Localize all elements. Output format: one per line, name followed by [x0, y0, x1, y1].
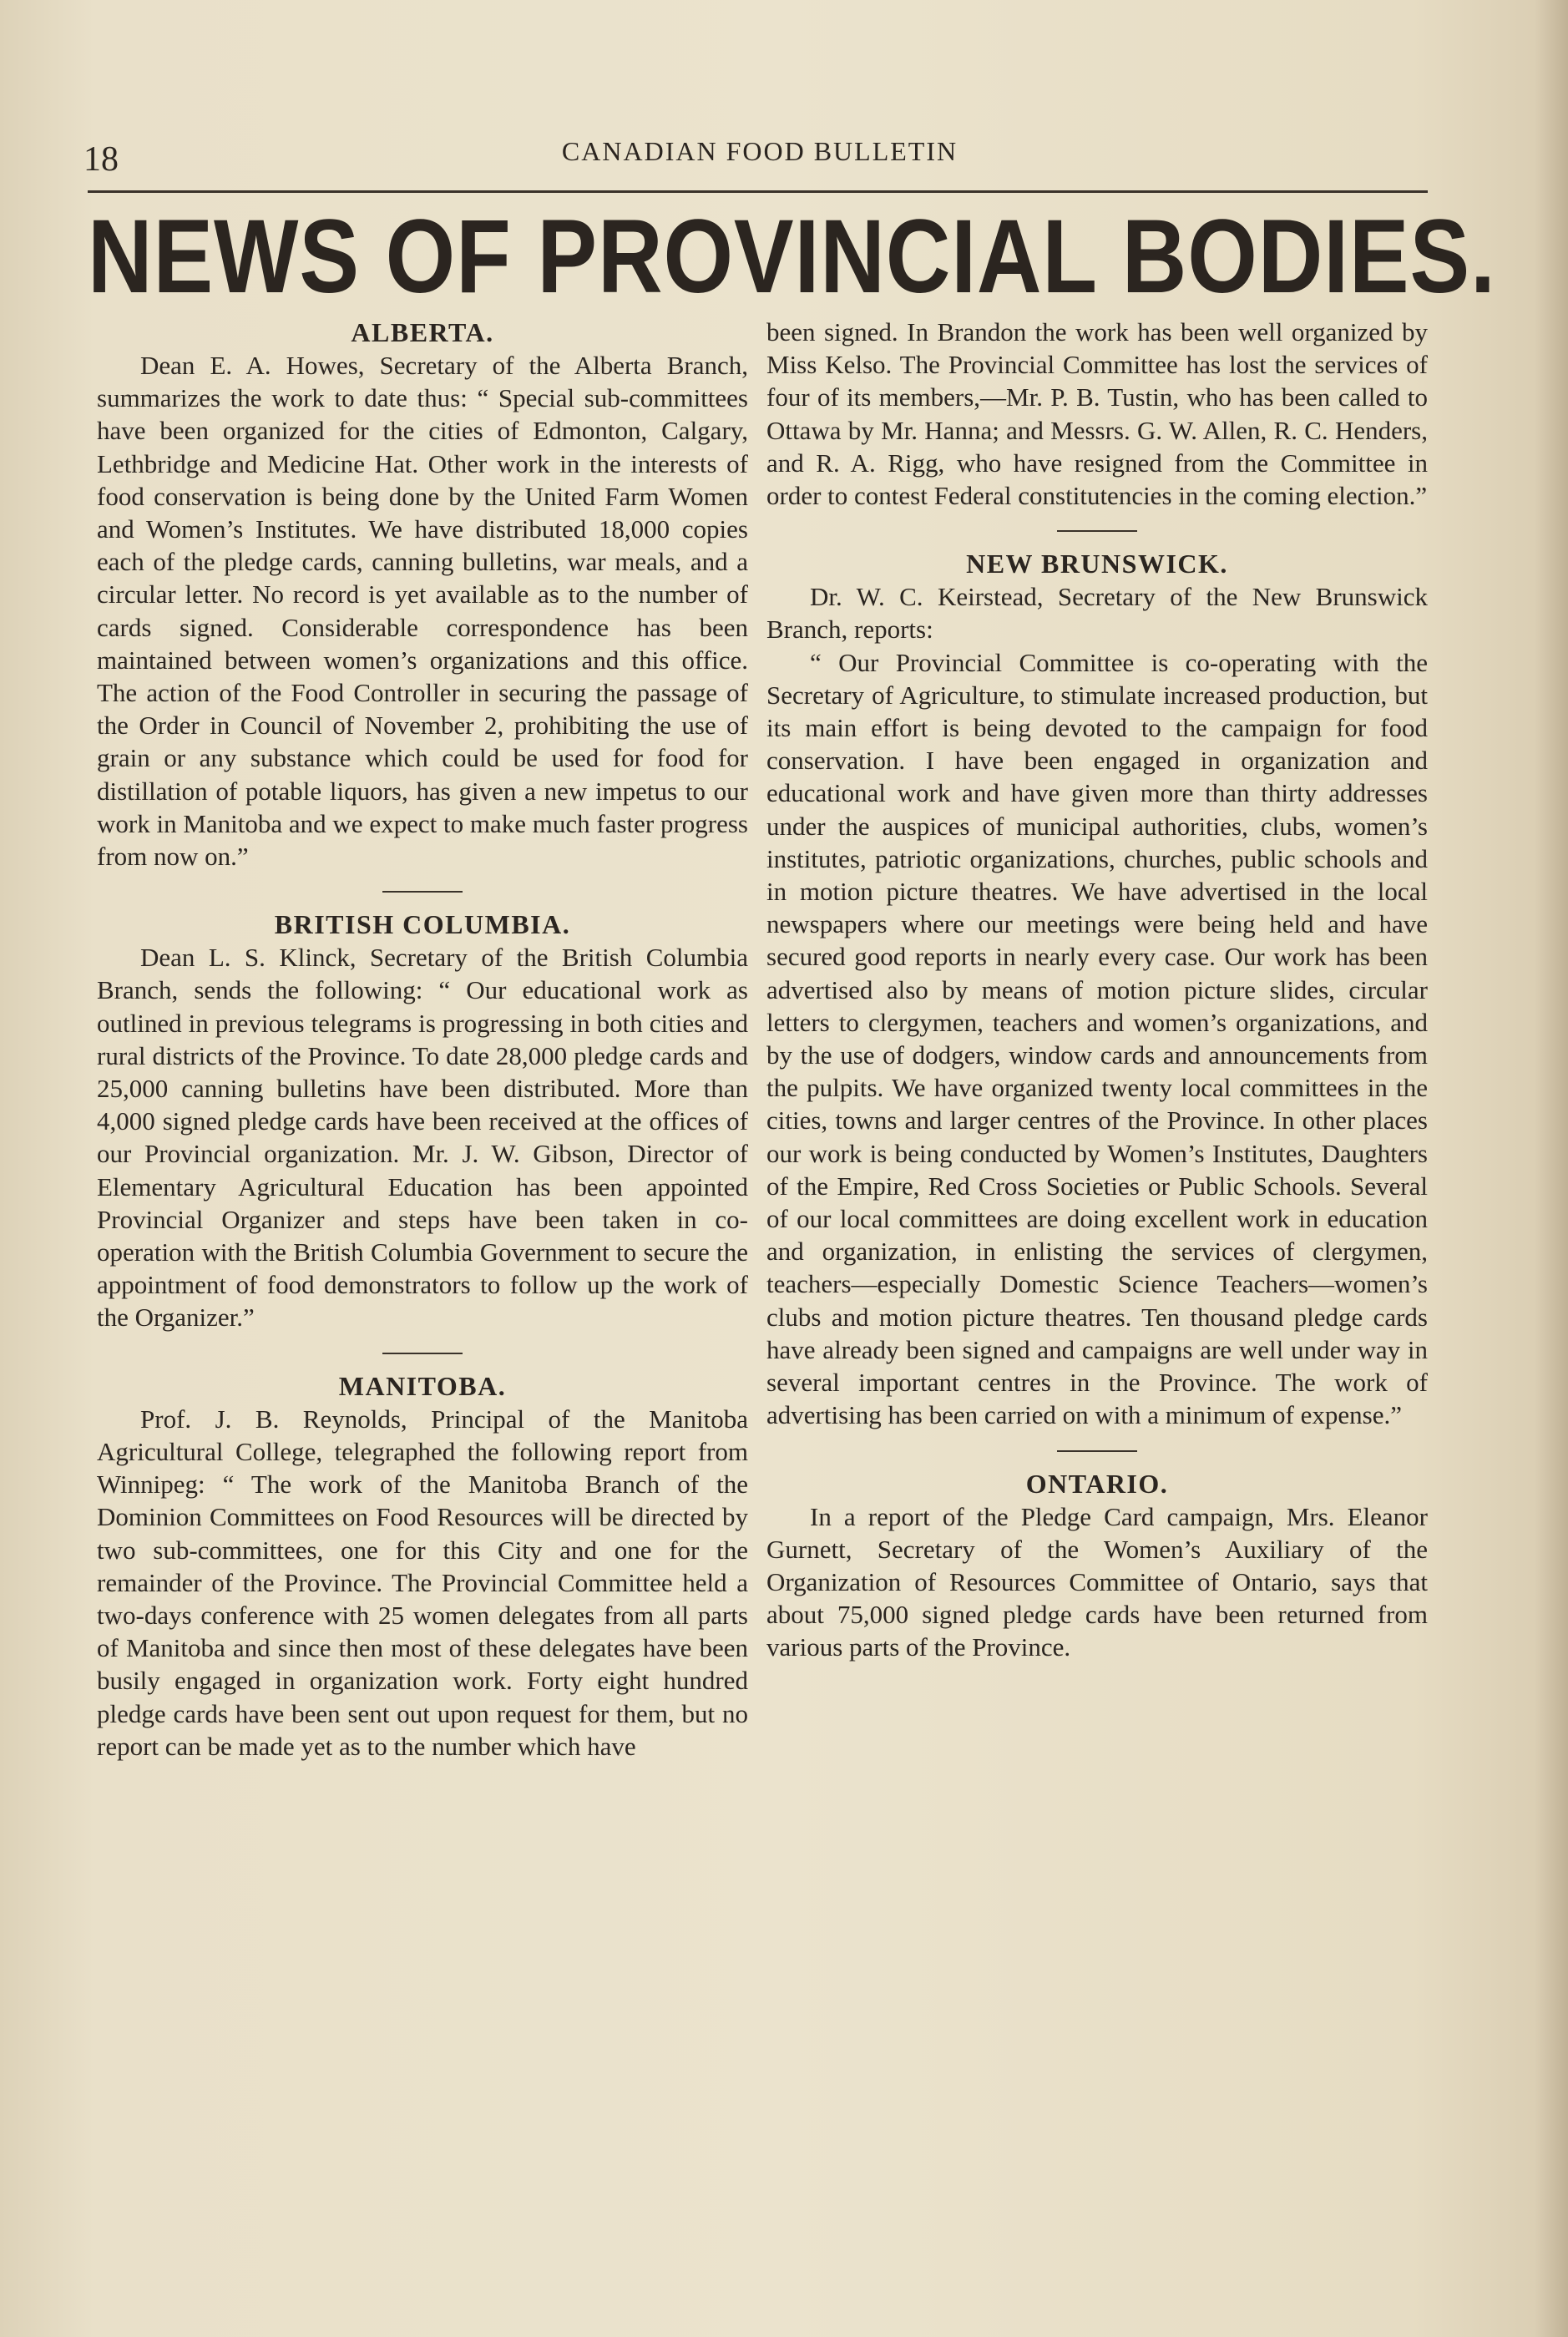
page-spine-shadow — [1535, 0, 1568, 2337]
running-title: CANADIAN FOOD BULLETIN — [561, 136, 959, 166]
alberta-body: Dean E. A. Howes, Secretary of the Alberta Branch, summarizes the work to date thus: “ Special sub-committees have been organized for the cities of Edmonton, Calgary, Lethbridge and Medicine Hat. Other work in the interests of food conservation is being done by the United Farm Women and Women’s Institutes. We have distributed 18,000 copies each of the pledge cards, canning bulletins, war meals, and a circular letter. No record is yet available as to the number of cards signed. Considerable correspondence has been maintained between women’s organizations and this office. The action of the Food Controller in securing the passage of the Order in Council of November 2, prohibiting the use of grain or any substance which could be used for food for distillation of potable liquors, has given a new impetus to our work in Manitoba and we expect to make much faster progress from now on.” — [97, 351, 748, 872]
left-column — [97, 316, 748, 1763]
heading-ontario: ONTARIO. — [1025, 1468, 1169, 1499]
header-rule — [88, 190, 1428, 193]
page-number: 18 — [83, 140, 119, 179]
page-header — [83, 129, 1436, 180]
heading-manitoba: MANITOBA. — [338, 1370, 507, 1401]
new-brunswick-body: “ Our Provincial Committee is co-operating with the Secretary of Agriculture, to stimulate increased production, but its main effort is being devoted to the campaign for food conservation. I have been engaged in organization and educational work and have given more than thirty addresses under the auspices of municipal authorities, clubs, women’s institutes, patriotic organizations, churches, public schools and in motion picture theatres. We have advertised in the local newspapers where our meetings were being held and have secured good reports in nearly every case. Our work has been advertised also by means of motion picture slides, circular letters to clergymen, teachers and women’s organizations, and by the use of dodgers, window cards and announcements from the pulpits. We have organized twenty local committees in the cities, towns and larger centres of the Province. In other places our work is being conducted by Women’s Institutes, Daughters of the Empire, Red Cross Societies or Public Schools. Several of our local committees are doing excellent work in education and organization, in enlisting the services of clergymen, teachers—especially Domestic Science Teachers—women’s clubs and motion picture theatres. Ten thousand pledge cards have already been signed and campaigns are well under way in several important centres in the Province. The work of advertising has been carried on with a minimum of expense.” — [766, 647, 1428, 1430]
manitoba-body: Prof. J. B. Reynolds, Principal of the Manitoba Agricultural College, telegraphed the following report from Winnipeg: “ The work of the Manitoba Branch of the Dominion Committees on Food Resources will be directed by two sub-committees, one for this City and one for the remainder of the Province. The Provincial Committee held a two-days conference with 25 women delegates from all parts of Manitoba and since then most of these delegates have been busily engaged in organization work. Forty eight hundred pledge cards have been sent out upon request for them, but no report can be made yet as to the number which have — [97, 1404, 748, 1761]
new-brunswick-intro: Dr. W. C. Keirstead, Secretary of the New Brunswick Branch, reports: — [766, 582, 1428, 645]
heading-british-columbia: BRITISH COLUMBIA. — [274, 909, 571, 940]
right-column — [766, 316, 1428, 1664]
heading-alberta: ALBERTA. — [351, 317, 494, 347]
british-columbia-body: Dean L. S. Klinck, Secretary of the British Columbia Branch, sends the following: “ Our educational work as outlined in previous telegrams is progressing in both cities and rural districts of the Province. To date 28,000 pledge cards and 25,000 canning bulletins have been distributed. More than 4,000 signed pledge cards have been received at the offices of our Provincial organization. Mr. J. W. Gibson, Director of Elementary Agricultural Education has been appointed Provincial Organizer and steps have been taken in co-operation with the British Columbia Government to secure the appointment of food demonstrators to follow up the work of the Organizer.” — [97, 943, 748, 1333]
heading-new-brunswick: NEW BRUNSWICK. — [966, 549, 1228, 579]
ontario-body: In a report of the Pledge Card campaign, Mrs. Eleanor Gurnett, Secretary of the Women’s Auxiliary of the Organization of Resources Committee of Ontario, says that about 75,000 signed pledge cards have been returned from various parts of the Province. — [766, 1501, 1428, 1662]
manitoba-body-continued: been signed. In Brandon the work has been well organized by Miss Kelso. The Provincial Committee has lost the services of four of its members,—Mr. P. B. Tustin, who has been called to Ottawa by Mr. Hanna; and Messrs. G. W. Allen, R. C. Henders, and R. A. Rigg, who have resigned from the Committee in order to contest Federal constitutencies in the coming election.” — [766, 317, 1428, 511]
page-title: NEWS OF PROVINCIAL BODIES. — [88, 199, 1496, 315]
